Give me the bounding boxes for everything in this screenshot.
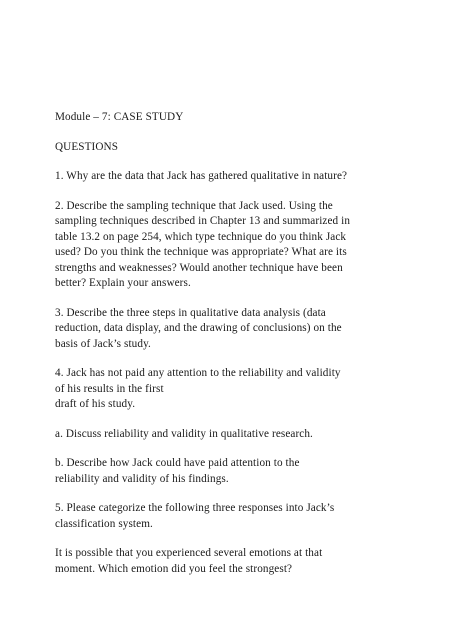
question-2-line: 2. Describe the sampling technique that Jack used. Using the bbox=[55, 199, 333, 212]
question-2-line: table 13.2 on page 254, which type technique do you think Jack bbox=[55, 230, 347, 243]
response-text bbox=[55, 546, 405, 577]
question-4-line: of his results in the first bbox=[55, 382, 164, 395]
module-heading: Module – 7: CASE STUDY bbox=[55, 111, 184, 123]
question-1: 1. Why are the data that Jack has gathered qualitative in nature? bbox=[55, 170, 348, 182]
question-4b-line: b. Describe how Jack could have paid attention to the bbox=[55, 457, 300, 469]
response-line: It is possible that you experienced several emotions at that bbox=[55, 547, 323, 559]
document-page bbox=[55, 110, 405, 577]
response-line: moment. Which emotion did you feel the strongest? bbox=[55, 562, 293, 575]
question-4b-line: reliability and validity of his findings. bbox=[55, 472, 229, 485]
question-5-line: 5. Please categorize the following three responses into Jack’s bbox=[55, 502, 335, 514]
question-5-line: classification system. bbox=[55, 517, 153, 530]
question-2 bbox=[55, 199, 405, 292]
question-2-line: strengths and weaknesses? Would another technique have been bbox=[55, 261, 343, 274]
question-4a: a. Discuss reliability and validity in qualitative research. bbox=[55, 427, 313, 440]
question-3-line: reduction, data display, and the drawing of conclusions) on the bbox=[55, 322, 342, 334]
question-4-line: 4. Jack has not paid any attention to the reliability and validity bbox=[55, 367, 341, 379]
section-label: QUESTIONS bbox=[55, 140, 119, 153]
question-5 bbox=[55, 501, 405, 532]
question-2-line: sampling techniques described in Chapter 13 and summarized in bbox=[55, 215, 351, 227]
question-3-line: basis of Jack’s study. bbox=[55, 337, 151, 350]
question-4-line: draft of his study. bbox=[55, 398, 136, 410]
question-3 bbox=[55, 306, 405, 353]
question-2-line: better? Explain your answers. bbox=[55, 277, 191, 289]
question-4b bbox=[55, 456, 405, 487]
question-2-line: used? Do you think the technique was appropriate? What are its bbox=[55, 246, 347, 258]
question-4 bbox=[55, 366, 405, 413]
question-3-line: 3. Describe the three steps in qualitative data analysis (data bbox=[55, 306, 326, 319]
